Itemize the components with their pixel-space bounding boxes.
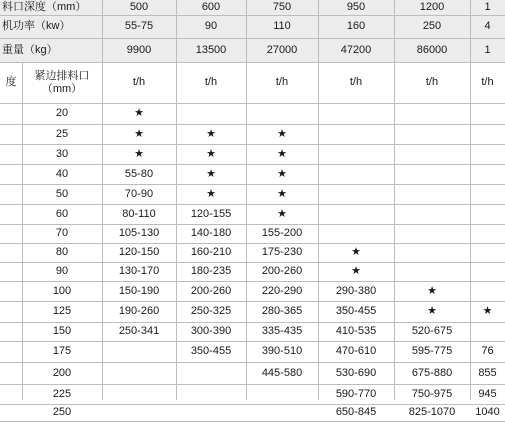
capacity-cell: 250-325 xyxy=(190,305,232,317)
setting-cell: 20 xyxy=(55,107,69,119)
capacity-cell: 80-110 xyxy=(122,207,156,220)
capacity-cell: 155-200 xyxy=(261,227,303,239)
header-value-cell: 1200 xyxy=(419,1,445,13)
star-mark: ★ xyxy=(134,127,144,140)
star-mark: ★ xyxy=(277,127,287,140)
unit-cell: t/h xyxy=(349,76,363,88)
capacity-cell: 140-180 xyxy=(190,227,232,239)
header-value-cell: 13500 xyxy=(195,43,227,56)
setting-cell: 90 xyxy=(55,265,69,277)
header-value-cell: 27000 xyxy=(266,43,298,56)
header-value-cell: 9900 xyxy=(126,43,152,56)
capacity-cell: 190-260 xyxy=(118,305,160,317)
capacity-cell: 250-341 xyxy=(118,325,160,337)
setting-cell: 50 xyxy=(55,187,69,200)
header-value-cell: 110 xyxy=(273,20,291,32)
unit-cell: t/h xyxy=(204,76,218,88)
capacity-cell: 750-975 xyxy=(411,387,453,400)
capacity-cell: 945 xyxy=(478,387,497,400)
capacity-cell: 650-845 xyxy=(335,406,377,418)
capacity-cell: 410-535 xyxy=(335,325,377,337)
capacity-cell: 335-435 xyxy=(261,325,303,337)
setting-cell: 200 xyxy=(52,366,72,379)
setting-cell: 125 xyxy=(52,305,72,317)
capacity-cell: 350-455 xyxy=(190,345,232,357)
setting-cell: 60 xyxy=(55,207,69,220)
setting-cell: 250 xyxy=(52,406,72,418)
capacity-cell: 130-170 xyxy=(118,265,160,277)
capacity-cell: 595-775 xyxy=(411,345,453,357)
capacity-cell: 300-390 xyxy=(190,325,232,337)
capacity-cell: 76 xyxy=(481,345,494,357)
capacity-cell: 675-880 xyxy=(411,366,453,379)
header-value-cell: 160 xyxy=(346,20,366,32)
star-mark: ★ xyxy=(277,167,287,180)
header-row-label: 重量（kg） xyxy=(2,43,58,56)
header-value-cell: 750 xyxy=(272,1,292,13)
capacity-cell: 290-380 xyxy=(335,284,377,297)
capacity-cell: 470-610 xyxy=(335,345,377,357)
setting-cell: 80 xyxy=(55,246,69,258)
capacity-cell: 350-455 xyxy=(335,305,377,317)
setting-cell: 150 xyxy=(52,325,72,337)
star-mark: ★ xyxy=(427,284,437,297)
star-mark: ★ xyxy=(277,207,287,220)
capacity-cell: 175-230 xyxy=(261,246,303,258)
header-value-cell: 86000 xyxy=(416,43,448,56)
unit-cell: t/h xyxy=(275,76,289,88)
header-value-cell: 250 xyxy=(422,20,442,32)
star-mark: ★ xyxy=(134,107,144,119)
capacity-cell: 120-150 xyxy=(118,246,160,258)
capacity-cell: 160-210 xyxy=(190,246,232,258)
header-value-cell: 600 xyxy=(201,1,221,13)
header-value-cell: 1 xyxy=(484,43,491,56)
setting-cell: 100 xyxy=(52,284,72,297)
capacity-cell: 825-1070 xyxy=(408,406,456,418)
header-value-cell: 1 xyxy=(484,1,491,13)
subheader-col0: 度 xyxy=(5,76,17,88)
header-value-cell: 4 xyxy=(484,20,491,32)
capacity-cell: 590-770 xyxy=(335,387,377,400)
subheader-setting-header xyxy=(22,62,102,103)
star-mark: ★ xyxy=(482,305,493,317)
star-mark: ★ xyxy=(277,187,287,200)
star-mark: ★ xyxy=(206,147,216,160)
capacity-cell: 220-290 xyxy=(261,284,303,297)
setting-cell: 40 xyxy=(55,167,69,180)
star-mark: ★ xyxy=(206,167,216,180)
setting-cell: 30 xyxy=(55,147,69,160)
header-value-cell: 47200 xyxy=(340,43,372,56)
star-mark: ★ xyxy=(351,265,361,277)
header-row-label: 机功率（kw） xyxy=(2,20,71,32)
capacity-cell: 520-675 xyxy=(411,325,453,337)
capacity-cell: 280-365 xyxy=(261,305,303,317)
star-mark: ★ xyxy=(351,246,361,258)
star-mark: ★ xyxy=(134,147,144,160)
setting-cell: 175 xyxy=(52,345,72,357)
star-mark: ★ xyxy=(206,127,216,140)
capacity-cell: 390-510 xyxy=(261,345,303,357)
capacity-cell: 55-80 xyxy=(124,167,154,180)
capacity-cell: 150-190 xyxy=(118,284,160,297)
setting-cell: 25 xyxy=(55,127,69,140)
capacity-cell: 70-90 xyxy=(124,187,154,200)
capacity-cell: 855 xyxy=(478,366,497,379)
capacity-cell: 530-690 xyxy=(335,366,377,379)
capacity-cell: 200-260 xyxy=(261,265,303,277)
setting-cell: 225 xyxy=(52,387,72,400)
capacity-cell: 200-260 xyxy=(190,284,232,297)
header-row-label: 料口深度（mm） xyxy=(2,1,87,13)
capacity-cell: 1040 xyxy=(475,406,500,418)
header-value-cell: 55-75 xyxy=(124,20,154,32)
unit-cell: t/h xyxy=(481,76,494,88)
star-mark: ★ xyxy=(277,147,287,160)
setting-cell: 70 xyxy=(55,227,69,239)
capacity-cell: 105-130 xyxy=(118,227,160,239)
capacity-cell: 120-155 xyxy=(190,207,232,220)
capacity-cell: 180-235 xyxy=(190,265,232,277)
star-mark: ★ xyxy=(206,187,216,200)
capacity-cell: 445-580 xyxy=(261,366,303,379)
header-value-cell: 950 xyxy=(346,1,366,13)
subheader-setting-line2: （mm） xyxy=(41,82,83,95)
header-value-cell: 500 xyxy=(129,1,149,13)
unit-cell: t/h xyxy=(132,76,146,88)
header-value-cell: 90 xyxy=(204,20,218,32)
unit-cell: t/h xyxy=(425,76,439,88)
star-mark: ★ xyxy=(427,305,437,317)
subheader-setting-line1: 紧边排料口 xyxy=(34,69,90,82)
